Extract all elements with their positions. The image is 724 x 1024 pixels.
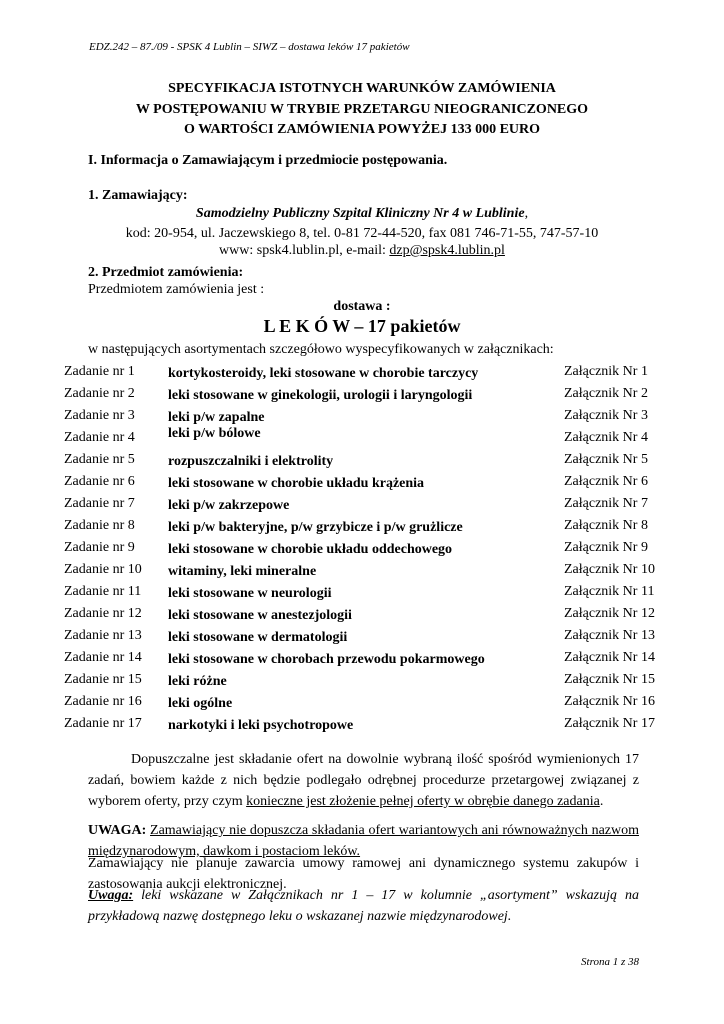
task-description: kortykosteroidy, leki stosowane w chorobie tarczycy bbox=[168, 366, 479, 381]
document-reference-header: EDZ.242 – 87./09 - SPSK 4 Lublin – SIWZ – dostawa leków 17 pakietów bbox=[89, 41, 410, 53]
task-attachment: Załącznik Nr 9 bbox=[564, 540, 648, 555]
table-row bbox=[64, 650, 664, 670]
notice-2-label: Uwaga: bbox=[88, 888, 134, 903]
task-number: Zadanie nr 6 bbox=[64, 474, 135, 489]
task-description: rozpuszczalniki i elektrolity bbox=[168, 454, 334, 469]
subject-heading: 2. Przedmiot zamówienia: bbox=[88, 265, 244, 280]
notice-2-text: leki wskazane w Załącznikach nr 1 – 17 w kolumnie „asortyment” wskazują na przykładową nazwę dostępnego leku o wskazanej nazwie międzynarodowej. bbox=[88, 888, 639, 924]
task-description: leki stosowane w ginekologii, urologii i laryngologii bbox=[168, 388, 473, 403]
table-row bbox=[64, 408, 664, 428]
task-description: leki p/w zapalne bbox=[168, 410, 265, 425]
task-attachment: Załącznik Nr 3 bbox=[564, 408, 648, 423]
task-attachment: Załącznik Nr 1 bbox=[564, 364, 648, 379]
subject-intro: Przedmiotem zamówienia jest : bbox=[88, 282, 265, 297]
table-row bbox=[64, 628, 664, 648]
title-line-1: SPECYFIKACJA ISTOTNYCH WARUNKÓW ZAMÓWIENIA bbox=[168, 81, 556, 96]
task-number: Zadanie nr 8 bbox=[64, 518, 135, 533]
table-row bbox=[64, 540, 664, 560]
delivery-label: dostawa : bbox=[333, 299, 391, 314]
table-row bbox=[64, 518, 664, 538]
task-description: leki stosowane w anestezjologii bbox=[168, 608, 352, 623]
task-attachment: Załącznik Nr 5 bbox=[564, 452, 648, 467]
table-row bbox=[64, 474, 664, 494]
organization-address: kod: 20-954, ul. Jaczewskiego 8, tel. 0-81 72-44-520, fax 081 746-71-55, 747-57-10 bbox=[125, 226, 599, 241]
contracting-authority-heading: 1. Zamawiający: bbox=[88, 188, 188, 203]
table-row bbox=[64, 426, 664, 450]
task-description: leki stosowane w chorobie układu oddechowego bbox=[168, 542, 453, 557]
table-row bbox=[64, 364, 664, 384]
task-description: leki ogólne bbox=[168, 696, 233, 711]
task-number: Zadanie nr 3 bbox=[64, 408, 135, 423]
task-number: Zadanie nr 1 bbox=[64, 364, 135, 379]
table-row bbox=[64, 584, 664, 604]
task-attachment: Załącznik Nr 10 bbox=[564, 562, 655, 577]
table-row bbox=[64, 694, 664, 714]
task-number: Zadanie nr 16 bbox=[64, 694, 142, 709]
task-attachment: Załącznik Nr 2 bbox=[564, 386, 648, 401]
task-number: Zadanie nr 7 bbox=[64, 496, 135, 511]
offers-paragraph: Dopuszczalne jest składanie ofert na dowolnie wybraną ilość spośród wymienionych 17 zadań, bowiem każde z nich będzie podlegało odrębnej procedurze przetargowej związanej z wyborem oferty, przy czym konieczne jest złożenie pełnej oferty w obrębie danego zadania. bbox=[88, 752, 639, 809]
title-line-3: O WARTOŚCI ZAMÓWIENIA POWYŻEJ 133 000 EURO bbox=[183, 122, 541, 137]
task-description: narkotyki i leki psychotropowe bbox=[168, 718, 354, 733]
table-row bbox=[64, 496, 664, 516]
task-attachment: Załącznik Nr 11 bbox=[564, 584, 655, 599]
email-link[interactable]: dzp@spsk4.lublin.pl bbox=[389, 243, 505, 258]
notice-2 bbox=[88, 885, 639, 927]
task-attachment: Załącznik Nr 12 bbox=[564, 606, 655, 621]
task-number: Zadanie nr 5 bbox=[64, 452, 135, 467]
task-number: Zadanie nr 13 bbox=[64, 628, 142, 643]
task-attachment: Załącznik Nr 7 bbox=[564, 496, 648, 511]
task-description: leki różne bbox=[168, 674, 227, 689]
notice-1-label: UWAGA: bbox=[88, 823, 147, 838]
task-number: Zadanie nr 10 bbox=[64, 562, 142, 577]
task-attachment: Załącznik Nr 4 bbox=[564, 430, 648, 445]
task-number: Zadanie nr 2 bbox=[64, 386, 135, 401]
table-row bbox=[64, 606, 664, 626]
table-row bbox=[64, 452, 664, 472]
task-attachment: Załącznik Nr 14 bbox=[564, 650, 655, 665]
task-attachment: Załącznik Nr 8 bbox=[564, 518, 648, 533]
task-number: Zadanie nr 9 bbox=[64, 540, 135, 555]
organization-contact: www: spsk4.lublin.pl, e-mail: dzp@spsk4.lublin.pl bbox=[219, 243, 505, 258]
table-row bbox=[64, 716, 664, 736]
task-number: Zadanie nr 14 bbox=[64, 650, 142, 665]
task-description: leki stosowane w chorobie układu krążenia bbox=[168, 476, 425, 491]
task-number: Zadanie nr 15 bbox=[64, 672, 142, 687]
medicines-title: L E K Ó W – 17 pakietów bbox=[263, 316, 461, 336]
task-description: leki stosowane w neurologii bbox=[168, 586, 332, 601]
organization-name: Samodzielny Publiczny Szpital Kliniczny Nr 4 w Lublinie, bbox=[195, 206, 529, 221]
task-description: leki p/w bakteryjne, p/w grzybicze i p/w grużlicze bbox=[168, 520, 463, 535]
assortment-intro: w następujących asortymentach szczegółowo wyspecyfikowanych w załącznikach: bbox=[88, 342, 554, 357]
task-attachment: Załącznik Nr 15 bbox=[564, 672, 655, 687]
title-line-2: W POSTĘPOWANIU W TRYBIE PRZETARGU NIEOGRANICZONEGO bbox=[135, 102, 589, 117]
section-1-heading: I. Informacja o Zamawiającym i przedmiocie postępowania. bbox=[88, 153, 448, 168]
table-row bbox=[64, 672, 664, 692]
task-attachment: Załącznik Nr 6 bbox=[564, 474, 648, 489]
table-row bbox=[64, 386, 664, 406]
task-number: Zadanie nr 11 bbox=[64, 584, 142, 599]
task-attachment: Załącznik Nr 16 bbox=[564, 694, 655, 709]
task-description: witaminy, leki mineralne bbox=[168, 564, 317, 579]
task-number: Zadanie nr 17 bbox=[64, 716, 142, 731]
notice-1-text: Zamawiający nie dopuszcza składania ofert wariantowych ani równoważnych nazwom międzynarodowym, dawkom i postaciom leków. bbox=[88, 823, 639, 859]
framework-agreement-paragraph: Zamawiający nie planuje zawarcia umowy ramowej ani dynamicznego systemu zakupów i zastosowania aukcji elektronicznej. bbox=[88, 856, 639, 892]
task-description: leki p/w zakrzepowe bbox=[168, 498, 290, 513]
task-number: Zadanie nr 4 bbox=[64, 430, 135, 445]
task-number: Zadanie nr 12 bbox=[64, 606, 142, 621]
task-description: leki stosowane w dermatologii bbox=[168, 630, 348, 645]
task-attachment: Załącznik Nr 13 bbox=[564, 628, 655, 643]
task-description: leki stosowane w chorobach przewodu pokarmowego bbox=[168, 652, 485, 667]
table-row bbox=[64, 562, 664, 582]
page-number: Strona 1 z 38 bbox=[581, 956, 639, 968]
task-attachment: Załącznik Nr 17 bbox=[564, 716, 655, 731]
task-description: leki p/w bólowe bbox=[168, 426, 261, 441]
